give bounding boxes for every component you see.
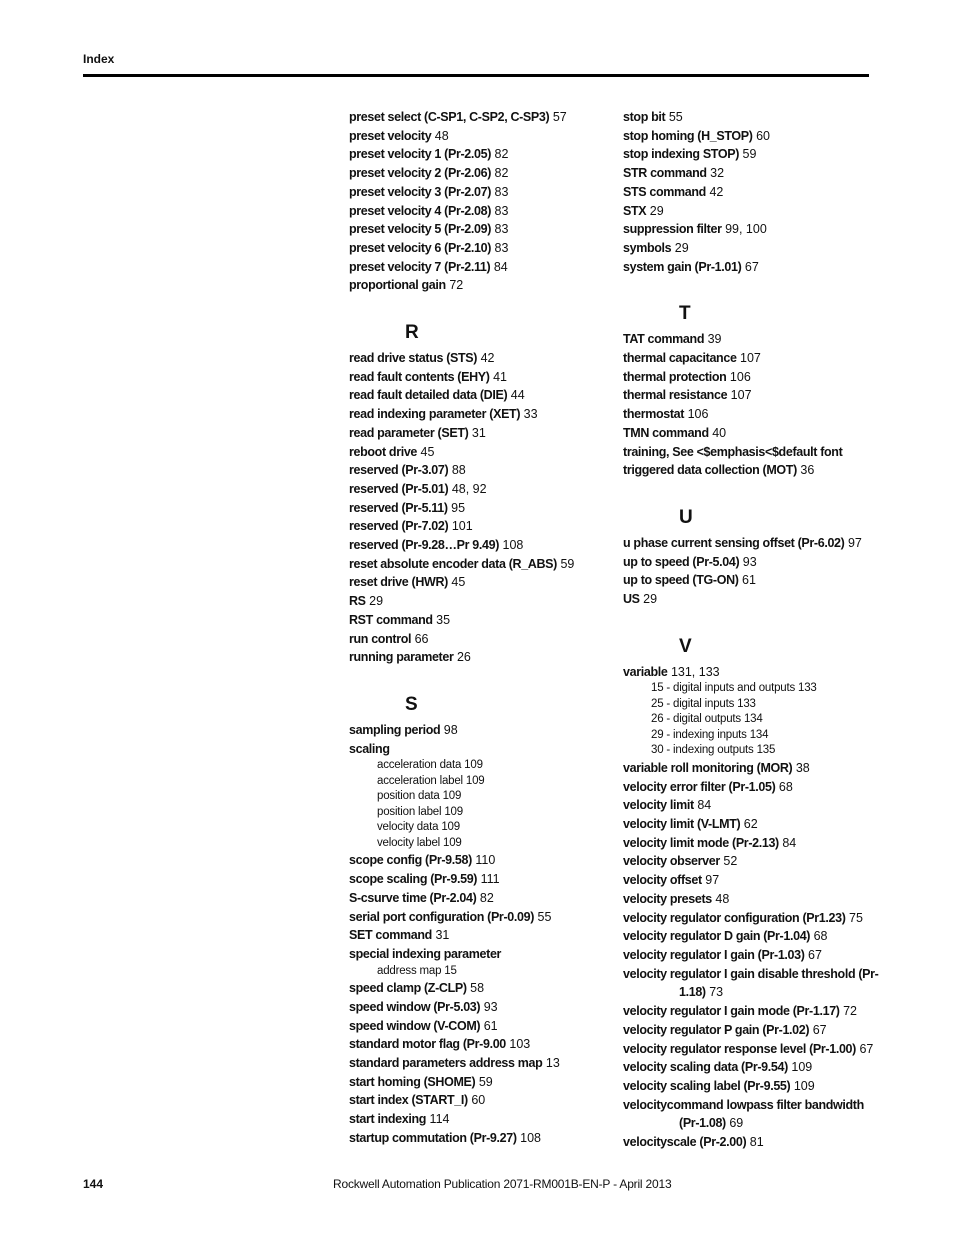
index-entry [349,870,611,889]
index-term: velocity limit mode (Pr-2.13) [623,835,779,850]
index-page-refs: 55 [668,110,683,124]
index-term: read parameter (SET) [349,425,469,440]
index-page-refs: 67 [744,259,759,274]
index-term: preset velocity 4 (Pr-2.08) [349,203,492,218]
index-page-refs: 62 [743,817,758,832]
index-entry [623,1058,881,1077]
index-page-refs: 48 [434,128,449,143]
index-subentry: 25 - digital inputs 133 [651,697,756,710]
index-page-refs: 61 [483,1018,498,1033]
index-entry [623,553,881,572]
running-header: Index [83,52,115,66]
index-page-refs: 82 [494,166,509,181]
index-term: read fault contents (EHY) [349,369,490,384]
index-page-refs: 84 [493,259,508,274]
index-term: run control [349,631,412,646]
index-page-refs: 67 [808,948,822,962]
index-page-refs: 48, 92 [451,481,487,496]
index-column-right [623,108,881,1152]
index-page-refs: 44 [510,388,525,403]
index-entry [349,424,611,443]
index-entry [349,1054,611,1073]
index-entry [349,368,611,387]
index-entry [623,834,881,853]
index-term: reserved (Pr-9.28…Pr 9.49) [349,538,500,553]
index-entry [349,1129,611,1148]
index-page-refs: 29 [369,594,384,609]
header-rule [83,74,869,77]
index-term: speed window (V-COM) [349,1018,481,1033]
page-number: 144 [83,1177,104,1191]
index-term: velocity observer [623,854,720,869]
section-letter: T [679,303,691,325]
index-entry [623,1096,881,1115]
index-page-refs: 111 [480,872,500,887]
index-page-refs: 131, 133 [670,664,720,679]
index-entry [623,663,881,682]
index-entry [623,1021,881,1040]
index-page-refs: 106 [729,369,751,384]
index-entry [349,164,611,183]
index-entry [349,611,611,630]
index-term: special indexing parameter [349,946,502,961]
index-entry [623,590,881,609]
index-page-refs: 32 [710,166,725,181]
index-term: preset velocity 2 (Pr-2.06) [349,166,492,181]
index-entry [623,443,881,462]
index-page-refs: 107 [740,351,761,366]
index-page-refs: 97 [847,535,862,550]
index-term: read fault detailed data (DIE) [349,388,508,403]
index-page-refs: 29 [649,203,664,218]
index-entry [623,815,881,834]
index-term: proportional gain [349,278,446,293]
index-page-refs: 110 [475,853,496,868]
index-term: velocity regulator configuration (Pr1.23) [623,910,846,925]
index-term: velocity error filter (Pr-1.05) [623,779,776,794]
index-entry [349,220,611,239]
index-subentry: 15 - digital inputs and outputs 133 [651,682,817,695]
index-term: preset select (C-SP1, C-SP2, C-SP3) [349,110,550,124]
index-entry [349,183,611,202]
index-entry-continuation [623,1114,881,1133]
index-page-refs: 67 [812,1022,827,1037]
index-subentry: acceleration data 109 [377,759,483,772]
index-term: read indexing parameter (XET) [349,407,521,422]
index-page-refs: 31 [471,425,486,440]
index-term: SET command [349,928,432,943]
index-entry [349,889,611,908]
index-entry [349,405,611,424]
index-term: thermal protection [623,369,727,384]
index-page-refs: 31 [435,928,450,943]
index-term: preset velocity [349,128,432,143]
index-entry [623,183,881,202]
index-term: STS command [623,184,706,199]
index-term: RST command [349,612,433,627]
index-entry [349,555,611,574]
index-page-refs: 59 [742,147,757,162]
index-entry-continuation [623,983,881,1002]
index-page-refs: 106 [687,407,709,422]
index-page-refs: 93 [742,554,757,569]
index-page-refs: 72 [449,278,464,293]
index-entry [349,499,611,518]
index-term: start index (START_I) [349,1093,468,1108]
index-term: reserved (Pr-5.01) [349,481,449,496]
index-entry [623,127,881,146]
index-term: system gain (Pr-1.01) [623,259,742,274]
index-page-refs: 97 [705,873,720,888]
index-page-refs: 36 [800,463,815,478]
index-term: RS [349,594,366,609]
index-entry [623,220,881,239]
section-letter: S [405,693,418,715]
index-term: training, See <$emphasis<$default font [623,444,843,459]
index-subentry: 26 - digital outputs 134 [651,713,763,726]
index-page-refs: 29 [674,240,689,255]
index-entry [349,998,611,1017]
index-term: read drive status (STS) [349,351,478,366]
index-subentry: address map 15 [377,964,457,977]
index-term: start homing (SHOME) [349,1074,476,1089]
index-term: velocity scaling data (Pr-9.54) [623,1060,788,1075]
index-entry [623,258,881,277]
index-entry [623,202,881,221]
index-page-refs: 35 [436,612,451,627]
index-page-refs: 68 [778,779,793,794]
index-entry [349,536,611,555]
index-entry [349,1073,611,1092]
index-page-refs: 83 [494,222,509,237]
index-entry [623,1077,881,1096]
index-entry [623,927,881,946]
index-term: preset velocity 1 (Pr-2.05) [349,147,492,162]
index-term: velocity scaling label (Pr-9.55) [623,1078,791,1093]
index-page-refs: 68 [813,929,828,944]
index-page-refs: 55 [537,909,552,924]
index-page-refs: 114 [429,1112,450,1127]
index-entry [623,571,881,590]
index-entry [349,630,611,649]
index-term: variable roll monitoring (MOR) [623,760,793,775]
index-entry [349,517,611,536]
index-page-refs: 109 [793,1078,815,1093]
index-term: preset velocity 3 (Pr-2.07) [349,184,492,199]
index-page-refs: 33 [523,407,538,422]
index-page-refs: 67 [859,1041,874,1056]
index-page-refs: 39 [707,332,722,347]
index-term: running parameter [349,650,454,665]
index-page-refs: 45 [420,444,435,459]
index-page-refs: 38 [795,760,810,775]
index-term: variable [623,664,668,679]
index-page-refs: 42 [480,351,495,366]
index-term: speed window (Pr-5.03) [349,999,481,1014]
index-page-refs: 60 [471,1093,486,1108]
index-page-refs: 107 [730,388,752,403]
index-entry [623,778,881,797]
index-term: reset absolute encoder data (R_ABS) [349,556,557,571]
index-entry [349,979,611,998]
index-entry [623,424,881,443]
index-term: speed clamp (Z-CLP) [349,981,467,996]
index-subentry: 29 - indexing inputs 134 [651,728,769,741]
index-term: up to speed (TG-ON) [623,573,739,588]
index-entry [349,349,611,368]
index-page-refs: 98 [443,722,458,737]
index-page-refs: 69 [729,1116,744,1131]
index-term: reserved (Pr-3.07) [349,463,449,478]
index-term: preset velocity 7 (Pr-2.11) [349,259,491,274]
index-term: STR command [623,166,707,181]
index-entry [623,386,881,405]
index-term: triggered data collection (MOT) [623,463,797,478]
index-page-refs: 26 [456,650,471,665]
section-letter: U [679,506,693,528]
index-entry [623,534,881,553]
index-page-refs: 48 [715,891,730,906]
index-term: velocity limit [623,798,694,813]
index-entry [349,443,611,462]
index-term: preset velocity 6 (Pr-2.10) [349,240,492,255]
index-term: scope config (Pr-9.58) [349,853,472,868]
index-page-refs: 95 [451,500,466,515]
index-term: (Pr-1.08) [679,1116,726,1131]
index-page-refs: 88 [451,463,466,478]
index-entry [623,108,881,127]
index-subentry: 30 - indexing outputs 135 [651,744,776,757]
index-page-refs: 108 [502,538,524,553]
index-term: stop bit [623,110,666,124]
index-page-refs: 41 [493,369,507,384]
index-entry [623,871,881,890]
index-page-refs: 57 [552,110,567,124]
index-page-refs: 81 [749,1135,764,1150]
index-column-left [349,108,611,1147]
index-page-refs: 101 [451,519,473,534]
index-entry [623,946,881,965]
index-entry [349,592,611,611]
index-entry [349,461,611,480]
index-entry [623,239,881,258]
index-entry [349,740,611,759]
index-entry [623,405,881,424]
index-page-refs: 82 [494,147,509,162]
index-page-refs: 84 [697,798,712,813]
index-term: symbols [623,240,672,255]
index-term: reserved (Pr-5.11) [349,500,448,515]
index-entry [349,258,611,277]
index-term: scaling [349,741,390,756]
section-letter: V [679,635,692,657]
index-page-refs: 61 [742,573,756,588]
index-term: standard parameters address map [349,1055,543,1070]
index-entry [349,108,611,127]
index-term: velocity limit (V-LMT) [623,817,741,832]
publication-info: Rockwell Automation Publication 2071-RM001B-EN-P - April 2013 [333,1177,672,1191]
index-page-refs: 58 [470,981,485,996]
index-page-refs: 75 [849,910,863,925]
index-entry [623,368,881,387]
index-page-refs: 40 [712,425,727,440]
index-term: velocity regulator D gain (Pr-1.04) [623,929,811,944]
index-entry [623,890,881,909]
index-term: S-csurve time (Pr-2.04) [349,890,477,905]
index-term: velocity offset [623,873,702,888]
index-page-refs: 60 [756,128,770,143]
index-term: velocityscale (Pr-2.00) [623,1135,747,1150]
index-term: 1.18) [679,985,706,1000]
index-term: scope scaling (Pr-9.59) [349,872,478,887]
index-entry [349,239,611,258]
index-term: stop homing (H_STOP) [623,128,753,143]
index-entry [349,908,611,927]
index-entry [623,1040,881,1059]
index-entry [623,852,881,871]
index-term: serial port configuration (Pr-0.09) [349,909,535,924]
index-term: thermal resistance [623,388,728,403]
index-entry [349,945,611,964]
index-entry [623,796,881,815]
index-entry [623,330,881,349]
index-term: start indexing [349,1112,427,1127]
index-entry [349,1017,611,1036]
index-entry [623,349,881,368]
index-page-refs: 29 [643,592,658,607]
index-term: suppression filter [623,222,722,237]
index-term: startup commutation (Pr-9.27) [349,1130,517,1145]
index-entry [349,386,611,405]
index-entry [349,573,611,592]
index-entry [349,926,611,945]
index-subentry: velocity label 109 [377,836,462,849]
index-entry [349,1110,611,1129]
index-entry [349,1035,611,1054]
index-term: reboot drive [349,444,418,459]
index-entry [349,276,611,295]
index-page-refs: 59 [560,556,575,571]
index-term: preset velocity 5 (Pr-2.09) [349,222,492,237]
index-page-refs: 109 [791,1060,813,1075]
index-entry [623,145,881,164]
index-page-refs: 83 [494,240,509,255]
index-term: thermal capacitance [623,351,737,366]
index-entry [349,1091,611,1110]
index-subentry: acceleration label 109 [377,774,485,787]
index-entry [349,145,611,164]
index-term: TAT command [623,332,705,347]
index-term: velocity regulator response level (Pr-1.00) [623,1041,856,1056]
index-term: velocity presets [623,891,712,906]
index-term: velocity regulator I gain (Pr-1.03) [623,948,805,962]
index-entry [623,1133,881,1152]
index-entry [349,851,611,870]
index-entry [623,1002,881,1021]
index-page-refs: 72 [843,1004,858,1019]
index-entry [349,480,611,499]
index-term: u phase current sensing offset (Pr-6.02) [623,535,845,550]
index-page-refs: 83 [494,184,509,199]
index-page-refs: 93 [483,999,498,1014]
index-page-refs: 66 [414,631,429,646]
index-page-refs: 83 [494,203,509,218]
index-term: velocity regulator I gain mode (Pr-1.17) [623,1004,840,1019]
index-page-refs: 13 [545,1055,560,1070]
index-page-refs: 103 [509,1037,531,1052]
index-term: STX [623,203,647,218]
index-term: velocitycommand lowpass filter bandwidth [623,1097,864,1112]
index-subentry: velocity data 109 [377,821,460,834]
index-term: velocity regulator P gain (Pr-1.02) [623,1022,810,1037]
index-entry [623,461,881,480]
index-term: sampling period [349,722,441,737]
index-term: stop indexing STOP) [623,147,740,162]
index-subentry: position label 109 [377,805,463,818]
index-entry [623,759,881,778]
index-term: up to speed (Pr-5.04) [623,554,740,569]
index-page-refs: 45 [451,575,466,590]
section-letter: R [405,322,419,344]
index-term: standard motor flag (Pr-9.00 [349,1037,506,1052]
index-entry [349,648,611,667]
index-term: thermostat [623,407,685,422]
index-term: US [623,592,640,607]
index-entry [623,909,881,928]
index-page-refs: 108 [520,1130,541,1145]
index-page-refs: 84 [782,835,797,850]
index-entry [349,202,611,221]
index-page-refs: 42 [709,184,724,199]
index-page-refs: 99, 100 [725,222,767,237]
index-entry [623,965,881,984]
index-page-refs: 82 [479,890,494,905]
index-term: TMN command [623,425,709,440]
index-page-refs: 73 [709,985,724,1000]
index-subentry: position data 109 [377,790,462,803]
index-entry [349,127,611,146]
index-page-refs: 52 [723,854,738,869]
index-entry [623,164,881,183]
index-entry [349,721,611,740]
index-term: reserved (Pr-7.02) [349,519,449,534]
index-term: reset drive (HWR) [349,575,448,590]
index-page-refs: 59 [478,1074,493,1089]
index-term: velocity regulator I gain disable threshold (Pr- [623,966,879,981]
